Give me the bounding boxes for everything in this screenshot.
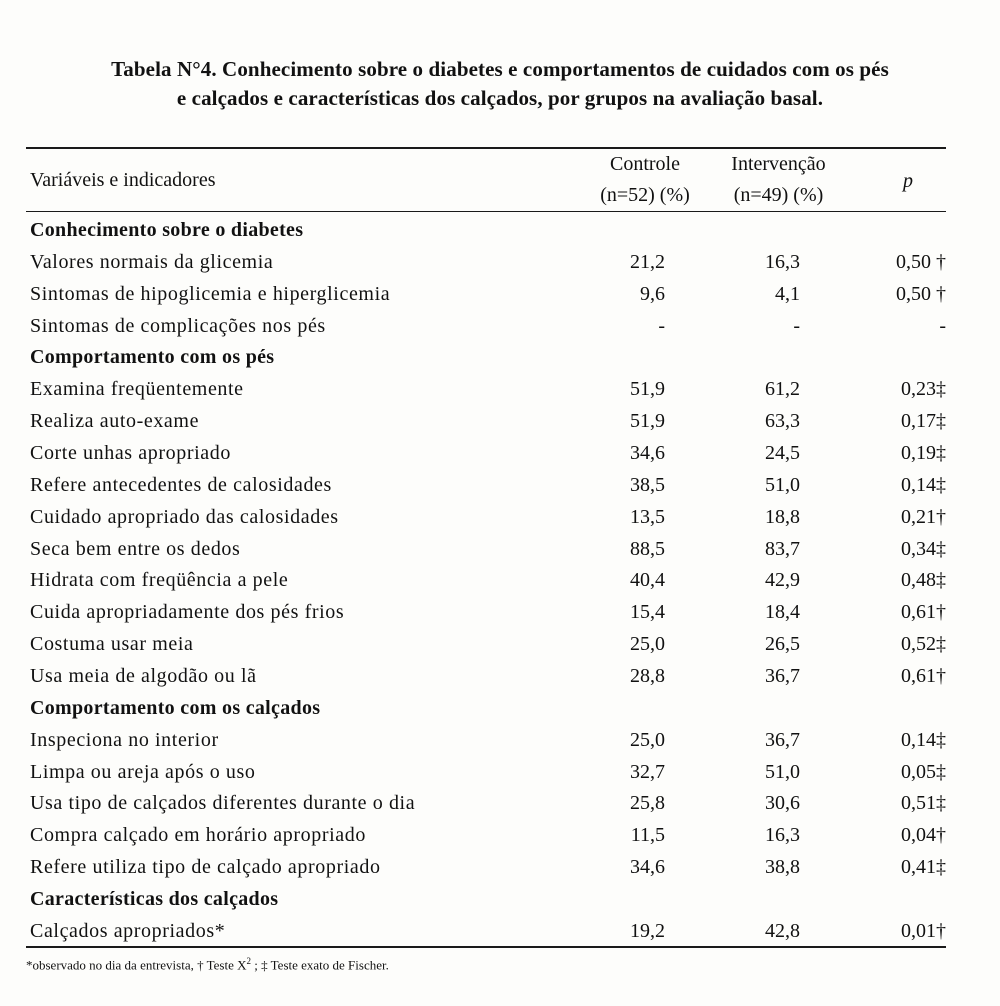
intervention-value: - [793, 314, 800, 337]
section-heading-row [0, 341, 1000, 373]
table-row [0, 373, 1000, 405]
p-value: 0,05‡ [901, 760, 946, 783]
table-row [0, 596, 1000, 628]
control-value: 21,2 [630, 250, 665, 273]
p-value: 0,01† [901, 919, 946, 942]
section-heading: Conhecimento sobre o diabetes [30, 219, 304, 241]
table-title-line-1: Tabela N°4. Conhecimento sobre o diabetes e comportamentos de cuidados com os pés [111, 57, 889, 81]
row-label: Valores normais da glicemia [30, 250, 274, 273]
footnote-text-1: *observado no dia da entrevista, † Teste X [26, 957, 247, 973]
control-value: 88,5 [630, 537, 665, 560]
control-value: 19,2 [630, 919, 665, 942]
row-label: Seca bem entre os dedos [30, 537, 241, 560]
table-row [0, 756, 1000, 788]
control-value: 25,8 [630, 792, 665, 815]
section-heading: Comportamento com os calçados [30, 696, 321, 719]
section-heading-row [0, 692, 1000, 724]
footnote-text-2: ; ‡ Teste exato de Fischer. [251, 957, 389, 973]
p-value: 0,50 † [896, 282, 946, 305]
row-label: Refere antecedentes de calosidades [30, 473, 332, 496]
p-value: 0,51‡ [901, 792, 946, 815]
control-value: - [658, 314, 665, 337]
table-row [0, 787, 1000, 819]
p-value: 0,14‡ [901, 728, 946, 751]
intervention-value: 26,5 [765, 633, 800, 655]
intervention-value: 24,5 [765, 442, 800, 464]
intervention-value: 36,7 [765, 728, 800, 751]
p-value: 0,14‡ [901, 473, 946, 496]
header-intervention-title: Intervenção [731, 153, 826, 175]
control-value: 40,4 [630, 569, 665, 592]
intervention-value: 51,0 [765, 473, 800, 496]
table-row [0, 915, 1000, 947]
table-row [0, 246, 1000, 278]
row-label: Realiza auto-exame [30, 410, 200, 433]
header-intervention-n: (n=49) (%) [733, 184, 824, 206]
intervention-value: 30,6 [765, 792, 800, 815]
row-label: Cuida apropriadamente dos pés frios [30, 601, 345, 624]
table-row [0, 310, 1000, 342]
p-value: 0,50 † [896, 250, 946, 273]
intervention-value: 16,3 [765, 824, 800, 847]
control-value: 9,6 [640, 282, 665, 305]
table-top-rule [26, 147, 946, 149]
table-bottom-rule [26, 946, 946, 948]
p-value: 0,34‡ [901, 537, 946, 560]
control-value: 25,0 [630, 633, 665, 655]
p-value: 0,41‡ [901, 856, 946, 878]
intervention-value: 16,3 [765, 250, 800, 273]
p-value: 0,61† [901, 664, 946, 687]
table-title-line-2: e calçados e características dos calçados, por grupos na avaliação basal. [176, 86, 824, 110]
table-footnote [26, 952, 389, 974]
table-row [0, 278, 1000, 310]
intervention-value: 36,7 [765, 664, 800, 687]
row-label: Corte unhas apropriado [30, 442, 231, 464]
control-value: 28,8 [630, 664, 665, 687]
row-label: Examina freqüentemente [30, 378, 244, 401]
section-heading-row [0, 883, 1000, 915]
table-row [0, 628, 1000, 660]
control-value: 38,5 [630, 473, 665, 496]
intervention-value: 63,3 [765, 410, 800, 433]
table-row [0, 819, 1000, 851]
section-heading: Comportamento com os pés [30, 346, 275, 369]
p-value: 0,52‡ [901, 633, 946, 655]
table-row [0, 533, 1000, 565]
table-row [0, 660, 1000, 692]
table-row [0, 501, 1000, 533]
row-label: Compra calçado em horário apropriado [30, 824, 366, 847]
control-value: 15,4 [630, 601, 665, 624]
row-label: Usa meia de algodão ou lã [30, 664, 257, 687]
row-label: Usa tipo de calçados diferentes durante o dia [30, 792, 416, 815]
header-control-title: Controle [610, 153, 680, 175]
intervention-value: 18,8 [765, 505, 800, 528]
section-heading-row [0, 214, 1000, 246]
row-label: Inspeciona no interior [30, 728, 219, 751]
intervention-value: 51,0 [765, 760, 800, 783]
row-label: Limpa ou areja após o uso [30, 760, 256, 783]
row-label: Cuidado apropriado das calosidades [30, 505, 339, 528]
control-value: 51,9 [630, 410, 665, 433]
control-value: 25,0 [630, 728, 665, 751]
table-row [0, 564, 1000, 596]
intervention-value: 4,1 [775, 282, 800, 305]
p-value: 0,61† [901, 601, 946, 624]
header-control-n: (n=52) (%) [600, 184, 690, 206]
p-value: 0,04† [901, 824, 946, 847]
intervention-value: 83,7 [765, 537, 800, 560]
control-value: 32,7 [630, 760, 665, 783]
table-row [0, 469, 1000, 501]
table-row [0, 405, 1000, 437]
table-row [0, 724, 1000, 756]
row-label: Calçados apropriados* [30, 919, 226, 942]
p-value: 0,21† [901, 505, 946, 528]
row-label: Sintomas de complicações nos pés [30, 314, 326, 337]
header-p-value: p [903, 170, 913, 192]
p-value: 0,17‡ [901, 410, 946, 433]
row-label: Costuma usar meia [30, 633, 194, 655]
row-label: Hidrata com freqüência a pele [30, 569, 289, 592]
table-row [0, 437, 1000, 469]
row-label: Sintomas de hipoglicemia e hiperglicemia [30, 282, 391, 305]
p-value: 0,48‡ [901, 569, 946, 592]
control-value: 34,6 [630, 856, 665, 878]
p-value: 0,23‡ [901, 378, 946, 401]
control-value: 11,5 [630, 824, 665, 847]
intervention-value: 38,8 [765, 856, 800, 878]
p-value: - [939, 314, 946, 337]
intervention-value: 61,2 [765, 378, 800, 401]
footnote-superscript: 2 [246, 956, 252, 966]
control-value: 13,5 [630, 505, 665, 528]
section-heading: Características dos calçados [30, 887, 279, 910]
table-row [0, 851, 1000, 883]
intervention-value: 18,4 [765, 601, 800, 624]
p-value: 0,19‡ [901, 442, 946, 464]
intervention-value: 42,8 [765, 919, 800, 942]
control-value: 51,9 [630, 378, 665, 401]
intervention-value: 42,9 [765, 569, 800, 592]
table-header-rule [26, 211, 946, 212]
header-variables: Variáveis e indicadores [30, 169, 216, 191]
row-label: Refere utiliza tipo de calçado apropriado [30, 856, 381, 878]
control-value: 34,6 [630, 442, 665, 464]
